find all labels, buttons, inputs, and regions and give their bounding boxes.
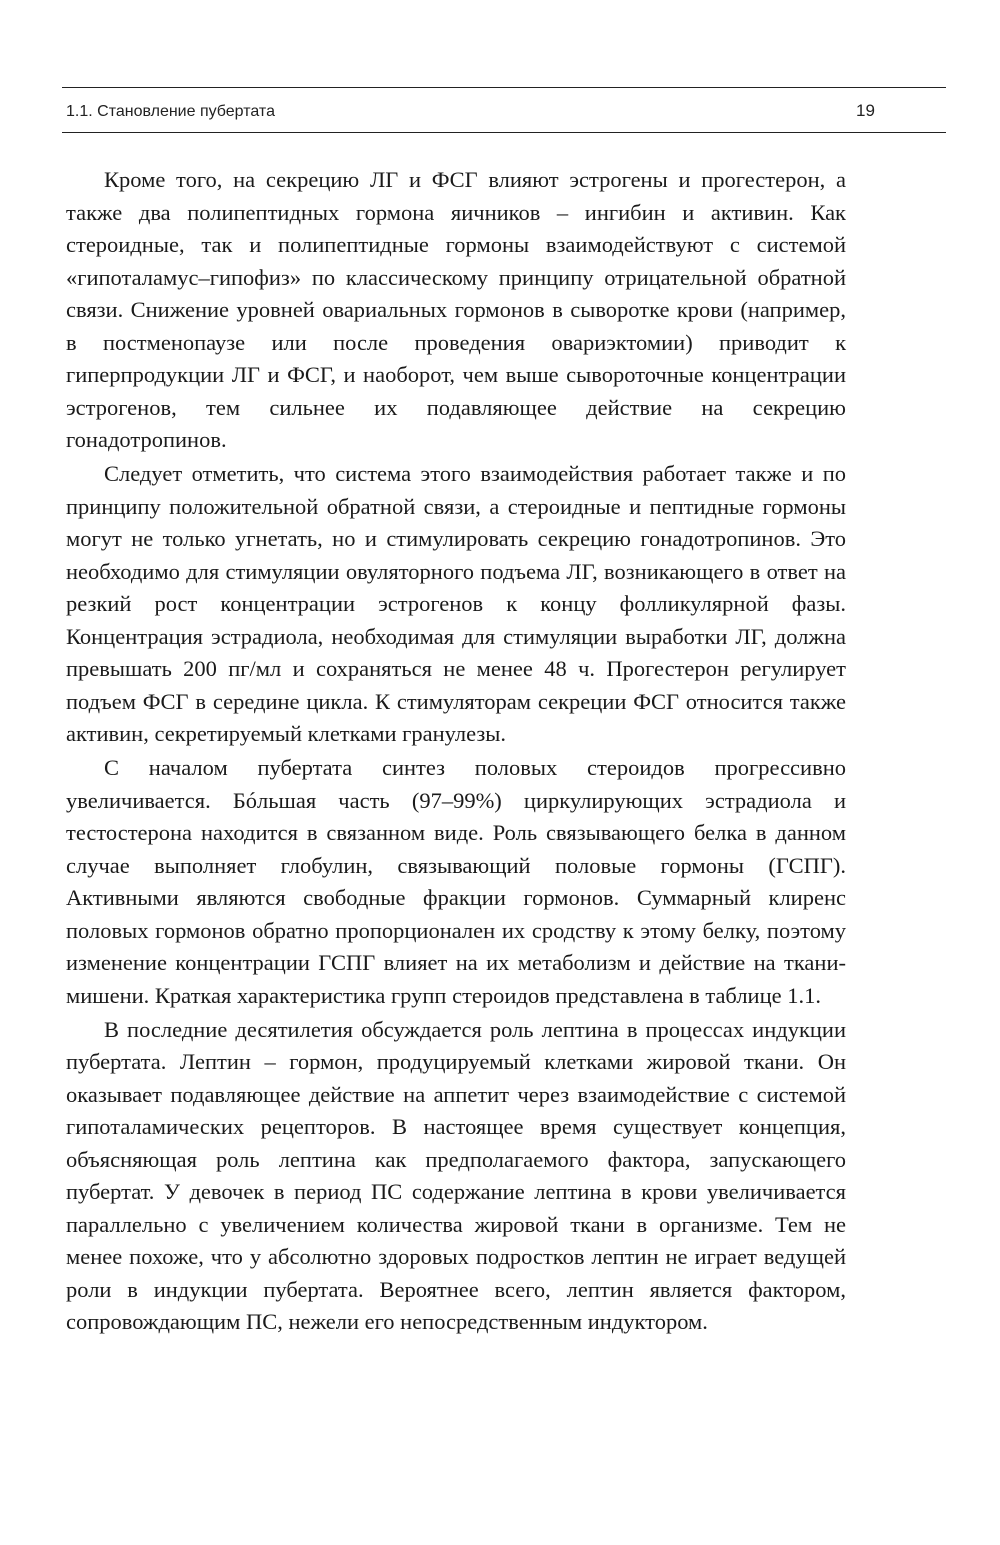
paragraph-4: В последние десятилетия обсуждается роль лептина в процессах индукции пубертата. Лептин – гормон, продуцируемый клетками жировой ткани. Он оказывает подавляющее действие на аппетит через взаимодействие с системой гипоталамических рецепторов. В настоящее время существует концепция, объясняющая роль лептина как предполагаемого фактора, запускающего пубертат. У девочек в период ПС содержание лептина в крови увеличивается параллельно с увеличением количества жировой ткани в организме. Тем не менее похоже, что у абсолютно здоровых подростков лептин не играет ведущей роли в индукции пубертата. Вероятнее всего, лептин является фактором, сопровождающим ПС, нежели его непосредственным индуктором.: [66, 1016, 846, 1334]
running-head: 1.1. Становление пубертата: [66, 103, 275, 120]
paragraph-1: Кроме того, на секрецию ЛГ и ФСГ влияют эстрогены и прогестерон, а также два полипептидных гормона яичников – ингибин и активин. Как стероидные, так и полипептидные гормоны взаимодействуют с системой «гипоталамус–гипофиз» по классическому принципу отрицательной обратной связи. Снижение уровней овариальных гормонов в сыворотке крови (например, в постменопаузе или после проведения овариэктомии) приводит к гиперпродукции ЛГ и ФСГ, и наоборот, чем выше сывороточные концентрации эстрогенов, тем сильнее их подавляющее действие на секрецию гонадотропинов.: [66, 167, 846, 452]
header-top-rule: [62, 87, 946, 88]
paragraph-2: Следует отметить, что система этого взаимодействия работает также и по принципу положительной обратной связи, а стероидные и пептидные гормоны могут не только угнетать, но и стимулировать секрецию гонадотропинов. Это необходимо для стимуляции овуляторного подъема ЛГ, возникающего в ответ на резкий рост концентрации эстрогенов к концу фолликулярной фазы. Концентрация эстрадиола, необходимая для стимуляции выработки ЛГ, должна превышать 200 пг/мл и сохраняться не менее 48 ч. Прогестерон регулирует подъем ФСГ в середине цикла. К стимуляторам секреции ФСГ относится также активин, секретируемый клетками гранулезы.: [66, 461, 846, 746]
page-number: 19: [856, 101, 875, 120]
paragraph-3: С началом пубертата синтез половых стероидов прогрессивно увеличивается. Бóльшая часть (97–99%) циркулирующих эстрадиола и тестостерона находится в связанном виде. Роль связывающего белка в данном случае выполняет глобулин, связывающий половые гормоны (ГСПГ). Активными являются свободные фракции гормонов. Суммарный клиренс половых гормонов обратно пропорционален их сродству к этому белку, поэтому изменение концентрации ГСПГ влияет на их метаболизм и действие на ткани-мишени. Краткая характеристика групп стероидов представлена в таблице 1.1.: [66, 755, 846, 1008]
header-bottom-rule: [62, 132, 946, 133]
body-text: [66, 164, 846, 1340]
